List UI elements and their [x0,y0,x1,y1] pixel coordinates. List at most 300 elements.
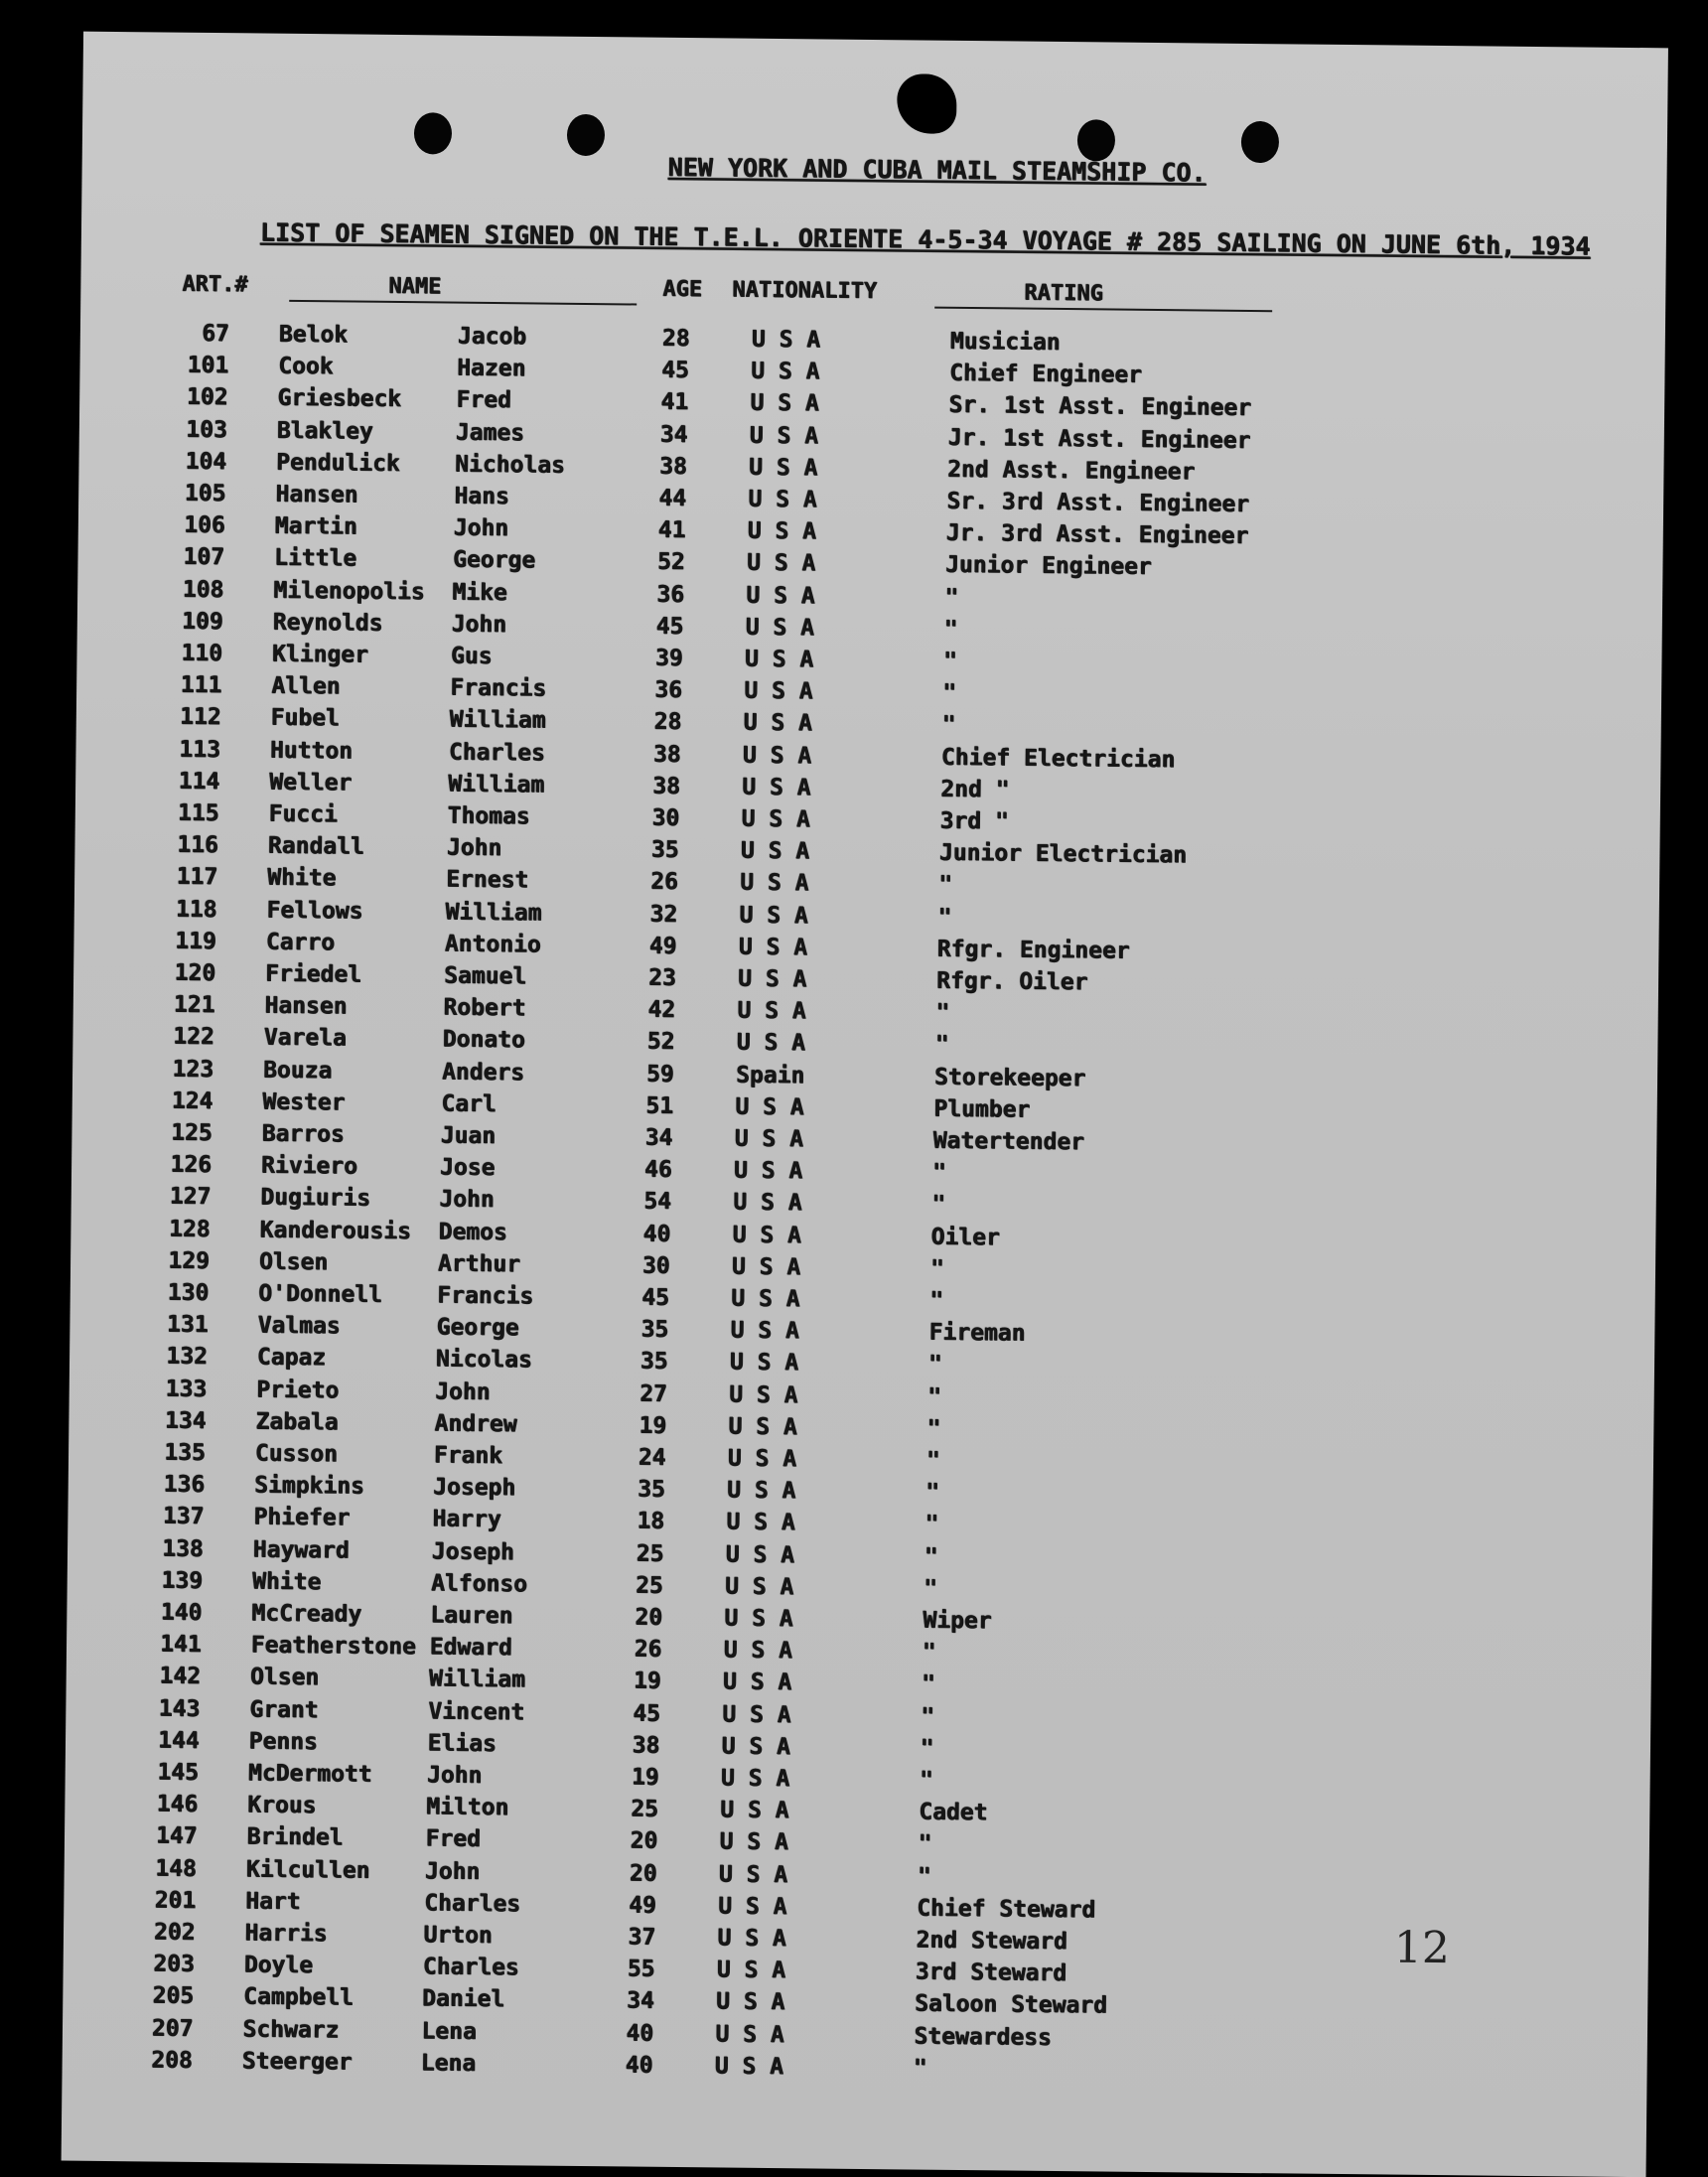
age-cell: 38 [652,773,680,798]
nationality-cell: U S A [732,1222,801,1248]
age-cell: 28 [653,709,681,735]
first-name-cell: William [429,1667,525,1693]
last-name-cell: Milenopolis [273,577,425,605]
first-name-cell: Charles [423,1955,519,1981]
nationality-cell: U S A [749,454,818,481]
rating-cell: " [935,1000,949,1026]
nationality-cell: U S A [752,327,821,354]
last-name-cell: Carro [266,929,336,955]
first-name-cell: Elias [427,1730,497,1757]
rating-cell: Sr. 3rd Asst. Engineer [946,489,1249,517]
rating-cell: 3rd " [939,808,1009,835]
rating-cell: Junior Engineer [945,552,1152,580]
first-name-cell: Frank [434,1442,503,1469]
last-name-cell: White [252,1568,322,1595]
last-name-cell: Griesbeck [277,385,401,412]
first-name-cell: Arthur [438,1250,520,1277]
art-number-cell: 128 [126,1216,210,1242]
last-name-cell: Randall [268,833,364,860]
age-cell: 49 [649,933,677,958]
last-name-cell: Cusson [255,1441,338,1468]
rating-cell: Rfgr. Oiler [936,968,1088,996]
first-name-cell: James [456,419,525,446]
nationality-cell: U S A [746,614,815,641]
nationality-cell: U S A [721,1765,790,1792]
last-name-cell: Little [274,545,356,572]
art-number-cell: 136 [121,1471,205,1498]
first-name-cell: Lauren [430,1602,512,1629]
nationality-cell: U S A [739,902,808,929]
rating-cell: " [921,1703,934,1729]
last-name-cell: Klinger [272,642,368,668]
last-name-cell: Weller [269,769,352,796]
age-cell: 46 [644,1157,672,1183]
rating-cell: Jr. 1st Asst. Engineer [948,424,1251,453]
nationality-cell: U S A [721,1733,790,1760]
art-number-cell: 113 [137,736,220,763]
nationality-cell: U S A [720,1798,789,1824]
last-name-cell: Olsen [250,1665,320,1691]
nationality-cell: U S A [728,1446,797,1473]
age-cell: 45 [661,358,689,383]
rating-cell: Stewardess [914,2023,1052,2050]
rating-cell: Chief Electrician [941,744,1176,772]
last-name-cell: Prieto [256,1377,339,1403]
age-cell: 35 [651,837,679,863]
age-cell: 42 [647,997,675,1023]
age-cell: 30 [642,1252,670,1278]
art-number-cell: 120 [132,959,215,986]
last-name-cell: Doyle [244,1953,314,1979]
rating-cell: " [932,1160,946,1186]
art-number-cell: 121 [131,991,214,1018]
art-number-cell: 67 [146,320,229,347]
age-cell: 20 [635,1605,662,1631]
rating-cell: " [928,1352,942,1378]
last-name-cell: Olsen [259,1248,329,1275]
art-number-cell: 127 [127,1184,211,1211]
first-name-cell: Harry [432,1507,501,1533]
first-name-cell: Gus [451,644,493,669]
nationality-cell: U S A [726,1510,795,1536]
last-name-cell: Penns [248,1728,318,1755]
last-name-cell: McDermott [248,1760,372,1787]
last-name-cell: Pendulick [276,449,400,476]
rating-cell: 2nd " [940,777,1010,803]
nationality-cell: U S A [737,998,806,1025]
rating-cell: Chief Steward [917,1895,1095,1923]
art-number-cell: 145 [115,1759,199,1786]
last-name-cell: Phiefer [253,1505,350,1531]
art-number-cell: 115 [135,799,218,826]
last-name-cell: Hayward [253,1536,350,1563]
art-number-cell: 116 [135,831,218,858]
first-name-cell: John [452,611,507,638]
first-name-cell: Donato [443,1027,525,1054]
age-cell: 24 [639,1445,666,1471]
art-number-cell: 105 [142,480,225,507]
last-name-cell: Hansen [275,482,357,508]
age-cell: 34 [645,1125,673,1151]
nationality-cell: U S A [715,2053,784,2080]
nationality-cell: U S A [726,1541,795,1568]
age-cell: 25 [636,1572,663,1598]
art-number-cell: 139 [119,1567,203,1594]
first-name-cell: Ernest [446,867,528,894]
last-name-cell: Hansen [264,993,347,1020]
rating-cell: " [918,1863,931,1889]
first-name-cell: Jose [440,1155,496,1182]
last-name-cell: Krous [247,1793,317,1819]
nationality-cell: U S A [743,742,812,769]
nationality-cell: U S A [735,1126,804,1153]
first-name-cell: George [436,1315,518,1342]
rating-cell: " [918,1831,931,1857]
art-number-cell: 124 [129,1088,213,1114]
first-name-cell: Lena [421,2050,477,2077]
art-number-cell: 144 [115,1727,199,1754]
age-cell: 52 [657,549,685,575]
art-number-cell: 112 [137,704,220,731]
art-number-cell: 111 [138,671,221,698]
rating-cell: Saloon Steward [915,1991,1107,2019]
age-cell: 44 [658,486,686,511]
nationality-cell: U S A [748,518,817,545]
nationality-cell: U S A [745,647,814,673]
age-cell: 51 [645,1092,673,1118]
nationality-cell: U S A [727,1478,796,1505]
rating-cell: " [941,712,955,738]
nationality-cell: U S A [742,774,811,800]
art-number-cell: 102 [144,384,227,411]
art-number-cell: 148 [113,1855,197,1882]
nationality-cell: U S A [722,1701,791,1728]
art-number-cell: 108 [140,576,223,603]
last-name-cell: Fubel [270,705,340,732]
last-name-cell: Bouza [263,1057,333,1084]
header-underline [289,300,637,306]
first-name-cell: Samuel [444,962,526,989]
first-name-cell: Charles [424,1890,520,1917]
nationality-cell: U S A [751,359,820,385]
nationality-cell: U S A [730,1318,799,1345]
first-name-cell: Joseph [432,1538,514,1565]
header-underline [934,307,1272,313]
first-name-cell: Mike [452,579,507,606]
list-title: LIST OF SEAMEN SIGNED ON THE T.E.L. ORIENTE 4-5-34 VOYAGE # 285 SAILING ON JUNE 6th, 1934 [260,218,1591,261]
last-name-cell: Barros [262,1121,345,1148]
first-name-cell: Antonio [445,931,541,957]
age-cell: 26 [650,869,678,895]
column-header-art: ART.# [182,272,247,298]
nationality-cell: U S A [717,1958,786,1984]
age-cell: 38 [659,454,687,480]
first-name-cell: Vincent [428,1698,524,1725]
art-number-cell: 141 [118,1631,202,1658]
nationality-cell: U S A [731,1286,800,1313]
art-number-cell: 110 [139,640,222,666]
first-name-cell: Andrew [434,1410,516,1437]
nationality-cell: U S A [746,582,815,609]
age-cell: 40 [626,2020,653,2046]
punch-hole-icon [567,114,605,156]
nationality-cell: U S A [734,1158,803,1185]
nationality-cell: U S A [728,1413,797,1440]
crew-list [83,32,1668,49]
first-name-cell: Demos [438,1219,507,1245]
art-number-cell: 207 [109,2015,193,2042]
document-page [62,32,1668,2177]
nationality-cell: U S A [719,1861,788,1888]
nationality-cell: U S A [748,487,817,513]
age-cell: 23 [648,965,676,991]
first-name-cell: Francis [437,1282,533,1309]
nationality-cell: U S A [723,1669,792,1696]
art-number-cell: 123 [130,1056,214,1083]
rating-cell: 3rd Steward [916,1959,1068,1987]
first-name-cell: William [449,707,545,734]
first-name-cell: William [448,771,544,798]
art-number-cell: 146 [114,1791,198,1817]
nationality-cell: U S A [750,390,819,417]
first-name-cell: John [447,835,502,862]
age-cell: 45 [633,1700,660,1726]
punch-hole-icon [1077,119,1115,161]
nationality-cell: U S A [729,1381,798,1408]
rating-cell: Oiler [930,1224,1000,1250]
age-cell: 40 [642,1221,670,1246]
age-cell: 19 [639,1412,666,1438]
first-name-cell: John [439,1187,495,1214]
age-cell: 35 [640,1317,668,1343]
age-cell: 52 [647,1029,675,1055]
age-cell: 41 [660,389,688,415]
rating-cell: Wiper [923,1608,992,1635]
last-name-cell: Hutton [270,737,353,764]
art-number-cell: 203 [111,1951,195,1977]
art-number-cell: 202 [111,1919,195,1946]
rating-cell: 2nd Steward [916,1928,1068,1956]
age-cell: 45 [641,1285,669,1311]
rating-cell: Jr. 3rd Asst. Engineer [946,520,1249,549]
last-name-cell: Kilcullen [246,1856,370,1883]
first-name-cell: Urton [423,1922,493,1949]
first-name-cell: Hazen [457,356,526,382]
age-cell: 54 [643,1189,671,1215]
last-name-cell: Steerger [242,2048,353,2075]
art-number-cell: 104 [143,448,226,475]
column-header-age: AGE [662,277,702,302]
rating-cell: " [926,1448,940,1474]
last-name-cell: Varela [264,1025,347,1052]
age-cell: 25 [637,1540,664,1566]
nationality-cell: U S A [738,966,807,993]
rating-cell: Watertender [933,1128,1085,1156]
nationality-cell: U S A [737,1030,806,1057]
rating-cell: " [927,1383,941,1409]
art-number-cell: 129 [126,1247,210,1274]
punch-hole-icon [1241,121,1279,163]
page-number: 12 [1394,1923,1451,1974]
rating-cell: Sr. 1st Asst. Engineer [948,392,1251,421]
nationality-cell: U S A [743,710,812,737]
first-name-cell: Jacob [458,324,527,351]
age-cell: 35 [640,1349,668,1375]
first-name-cell: Thomas [447,803,529,830]
first-name-cell: William [445,899,541,926]
art-number-cell: 103 [144,416,227,443]
first-name-cell: John [454,515,509,542]
age-cell: 34 [660,421,688,447]
art-number-cell: 133 [123,1376,207,1402]
art-number-cell: 201 [112,1887,196,1914]
last-name-cell: Blakley [277,417,373,444]
nationality-cell: U S A [747,550,816,577]
art-number-cell: 205 [110,1982,194,2009]
first-name-cell: Daniel [422,1986,504,2013]
first-name-cell: Edward [430,1635,512,1662]
age-cell: 26 [635,1637,662,1663]
rating-cell: " [935,1032,949,1058]
last-name-cell: Riviero [261,1153,357,1180]
rating-cell: Fireman [928,1320,1025,1347]
torn-corner [897,73,957,134]
nationality-cell: U S A [744,678,813,705]
last-name-cell: Grant [249,1696,319,1723]
age-cell: 39 [655,646,683,671]
art-number-cell: 134 [122,1407,206,1434]
last-name-cell: Hart [245,1888,301,1915]
column-header-nationality: NATIONALITY [732,277,877,304]
first-name-cell: John [425,1858,481,1885]
rating-cell: " [942,680,956,706]
age-cell: 36 [654,677,682,703]
last-name-cell: Allen [271,673,341,700]
nationality-cell: U S A [719,1829,788,1856]
age-cell: 36 [656,581,684,607]
art-number-cell: 107 [141,544,224,571]
rating-cell: Junior Electrician [939,840,1188,869]
art-number-cell: 142 [117,1663,201,1689]
first-name-cell: Hans [454,484,509,510]
rating-cell: " [922,1671,935,1697]
rating-cell: Chief Engineer [949,361,1142,388]
art-number-cell: 137 [120,1504,204,1530]
art-number-cell: 208 [109,2047,193,2074]
art-number-cell: 135 [122,1439,206,1466]
age-cell: 49 [629,1892,656,1918]
last-name-cell: Friedel [265,961,361,988]
nationality-cell: U S A [724,1605,793,1632]
age-cell: 37 [628,1924,655,1950]
nationality-cell: U S A [715,2021,784,2048]
nationality-cell: U S A [739,934,808,960]
nationality-cell: U S A [741,838,810,865]
nationality-cell: U S A [716,1989,785,2016]
last-name-cell: Harris [244,1920,327,1947]
last-name-cell: Martin [275,513,357,540]
nationality-cell: U S A [717,1925,786,1952]
first-name-cell: George [453,547,535,574]
last-name-cell: Wester [262,1088,345,1115]
first-name-cell: Anders [442,1059,524,1086]
rating-cell: " [930,1255,944,1281]
last-name-cell: Dugiuris [260,1185,370,1212]
art-number-cell: 114 [136,768,219,795]
last-name-cell: Kanderousis [259,1217,411,1244]
rating-cell: Cadet [919,1800,988,1826]
first-name-cell: Juan [441,1122,497,1149]
age-cell: 38 [653,741,681,767]
age-cell: 18 [637,1509,664,1534]
rating-cell: " [943,649,957,674]
age-cell: 28 [662,326,690,352]
rating-cell: Storekeeper [934,1064,1086,1091]
first-name-cell: Carl [441,1090,497,1117]
rating-cell: " [920,1768,933,1794]
nationality-cell: U S A [750,422,819,449]
last-name-cell: Brindel [246,1824,343,1851]
first-name-cell: Robert [443,995,525,1022]
first-name-cell: Alfonso [431,1570,527,1597]
last-name-cell: Belok [279,322,349,349]
art-number-cell: 140 [118,1599,202,1626]
art-number-cell: 119 [133,928,216,954]
first-name-cell: Joseph [433,1475,515,1502]
nationality-cell: U S A [718,1893,787,1920]
last-name-cell: Campbell [243,1984,354,2011]
rating-cell: " [920,1735,933,1761]
rating-cell: " [925,1512,938,1537]
last-name-cell: Valmas [257,1313,340,1340]
nationality-cell: U S A [733,1190,802,1217]
age-cell: 19 [632,1765,659,1791]
age-cell: 25 [631,1797,658,1822]
rating-cell: " [938,872,952,898]
art-number-cell: 106 [142,511,225,538]
nationality-cell: U S A [732,1253,801,1280]
last-name-cell: Cook [278,354,334,380]
rating-cell: Musician [950,329,1061,356]
rating-cell: 2nd Asst. Engineer [947,457,1196,486]
rating-cell: " [929,1288,943,1314]
art-number-cell: 143 [116,1695,200,1722]
art-number-cell: 109 [140,608,223,635]
rating-cell: " [924,1575,937,1601]
age-cell: 41 [658,517,686,543]
nationality-cell: U S A [730,1350,799,1377]
art-number-cell: 147 [113,1822,197,1849]
last-name-cell: Schwarz [242,2016,339,2043]
first-name-cell: Fred [456,387,511,414]
age-cell: 27 [640,1380,667,1406]
age-cell: 19 [634,1669,661,1694]
art-number-cell: 132 [124,1344,208,1371]
rating-cell: " [931,1192,945,1218]
last-name-cell: White [267,865,337,892]
rating-cell: " [944,584,958,610]
last-name-cell: Reynolds [273,609,383,636]
punch-hole-icon [414,112,452,154]
nationality-cell: Spain [736,1062,805,1088]
nationality-cell: U S A [724,1638,793,1665]
rating-cell: " [926,1415,940,1441]
first-name-cell: Francis [450,675,546,702]
first-name-cell: Fred [425,1826,481,1853]
art-number-cell: 117 [134,864,217,891]
first-name-cell: John [435,1379,491,1405]
last-name-cell: Featherstone [251,1633,416,1661]
